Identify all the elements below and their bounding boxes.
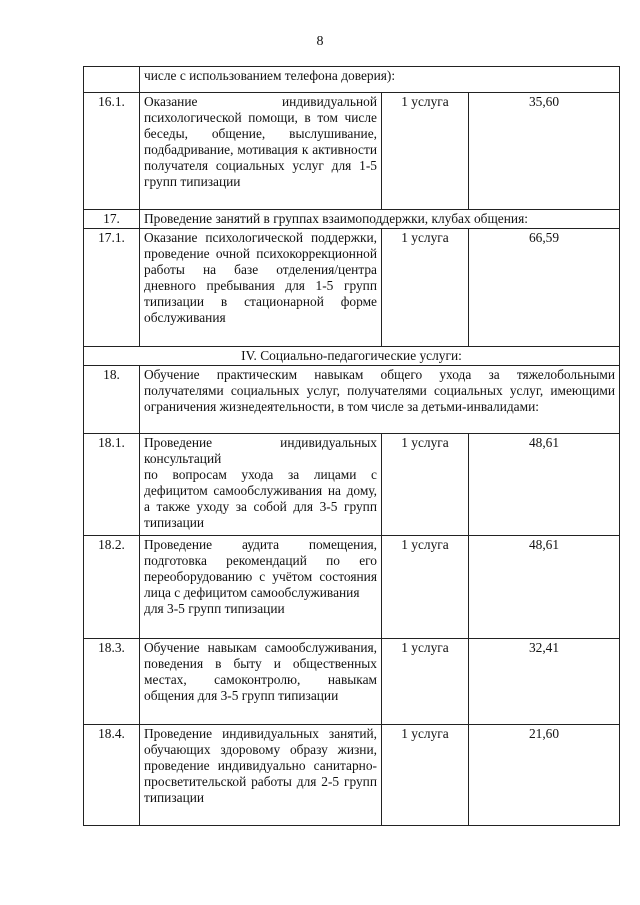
row-number: 18.4. xyxy=(84,725,140,826)
service-unit: 1 услуга xyxy=(382,725,469,826)
table-row xyxy=(84,67,620,93)
table-row xyxy=(84,366,620,434)
table-row xyxy=(84,536,620,639)
continuation-text: числе с использованием телефона доверия): xyxy=(140,67,620,93)
service-description xyxy=(140,434,382,536)
service-unit: 1 услуга xyxy=(382,229,469,347)
row-number: 18.2. xyxy=(84,536,140,639)
row-number-cell xyxy=(84,67,140,93)
services-table xyxy=(83,66,620,826)
group-title: Обучение практическим навыкам общего ухода за тяжелобольными получателями социальных услуг, получателями социальных услуг, имеющими ограничения жизнедеятельности, в том числе за детьми-инвалидами: xyxy=(140,366,620,434)
row-number: 17.1. xyxy=(84,229,140,347)
section-title: IV. Социально-педагогические услуги: xyxy=(84,347,620,366)
table-row xyxy=(84,210,620,229)
row-number: 18.1. xyxy=(84,434,140,536)
service-description: Оказание психологической поддержки, проведение очной психокоррекционной работы на базе отделения/центра дневного пребывания для 1-5 групп типизации в стационарной форме обслуживания xyxy=(140,229,382,347)
service-price: 48,61 xyxy=(469,434,620,536)
table-row xyxy=(84,347,620,366)
table-row xyxy=(84,229,620,347)
row-number: 18.3. xyxy=(84,639,140,725)
service-unit: 1 услуга xyxy=(382,434,469,536)
description-line: для 3-5 групп типизации xyxy=(144,601,285,616)
table-row xyxy=(84,93,620,210)
service-unit: 1 услуга xyxy=(382,536,469,639)
table-row xyxy=(84,434,620,536)
table-row xyxy=(84,725,620,826)
service-price: 66,59 xyxy=(469,229,620,347)
service-description: Проведение индивидуальных занятий, обучающих здоровому образу жизни, проведение индивидуально санитарно-просветительской работы для 2-5 групп типизации xyxy=(140,725,382,826)
description-line: Проведение индивидуальных консультаций xyxy=(144,435,377,466)
service-price: 32,41 xyxy=(469,639,620,725)
service-unit: 1 услуга xyxy=(382,93,469,210)
row-number: 18. xyxy=(84,366,140,434)
table-row xyxy=(84,639,620,725)
row-number: 17. xyxy=(84,210,140,229)
service-price: 21,60 xyxy=(469,725,620,826)
page-number: 8 xyxy=(316,34,324,49)
row-number: 16.1. xyxy=(84,93,140,210)
service-price: 35,60 xyxy=(469,93,620,210)
service-unit: 1 услуга xyxy=(382,639,469,725)
service-description: Оказание индивидуальной психологической помощи, в том числе беседы, общение, выслушивание, подбадривание, мотивация к активности получателя социальных услуг для 1-5 групп типизации xyxy=(140,93,382,210)
description-line: по вопросам ухода за лицами с дефицитом самообслуживания на дому, а также уходу за собой для 3-5 групп типизации xyxy=(144,467,377,530)
description-line: Проведение аудита помещения, подготовка рекомендаций по его переоборудованию с учётом состояния лица с дефицитом самообслуживания xyxy=(144,537,377,600)
service-price: 48,61 xyxy=(469,536,620,639)
service-description: Обучение навыкам самообслуживания, поведения в быту и общественных местах, самоконтролю, навыкам общения для 3-5 групп типизации xyxy=(140,639,382,725)
group-title: Проведение занятий в группах взаимоподдержки, клубах общения: xyxy=(140,210,620,229)
service-description xyxy=(140,536,382,639)
